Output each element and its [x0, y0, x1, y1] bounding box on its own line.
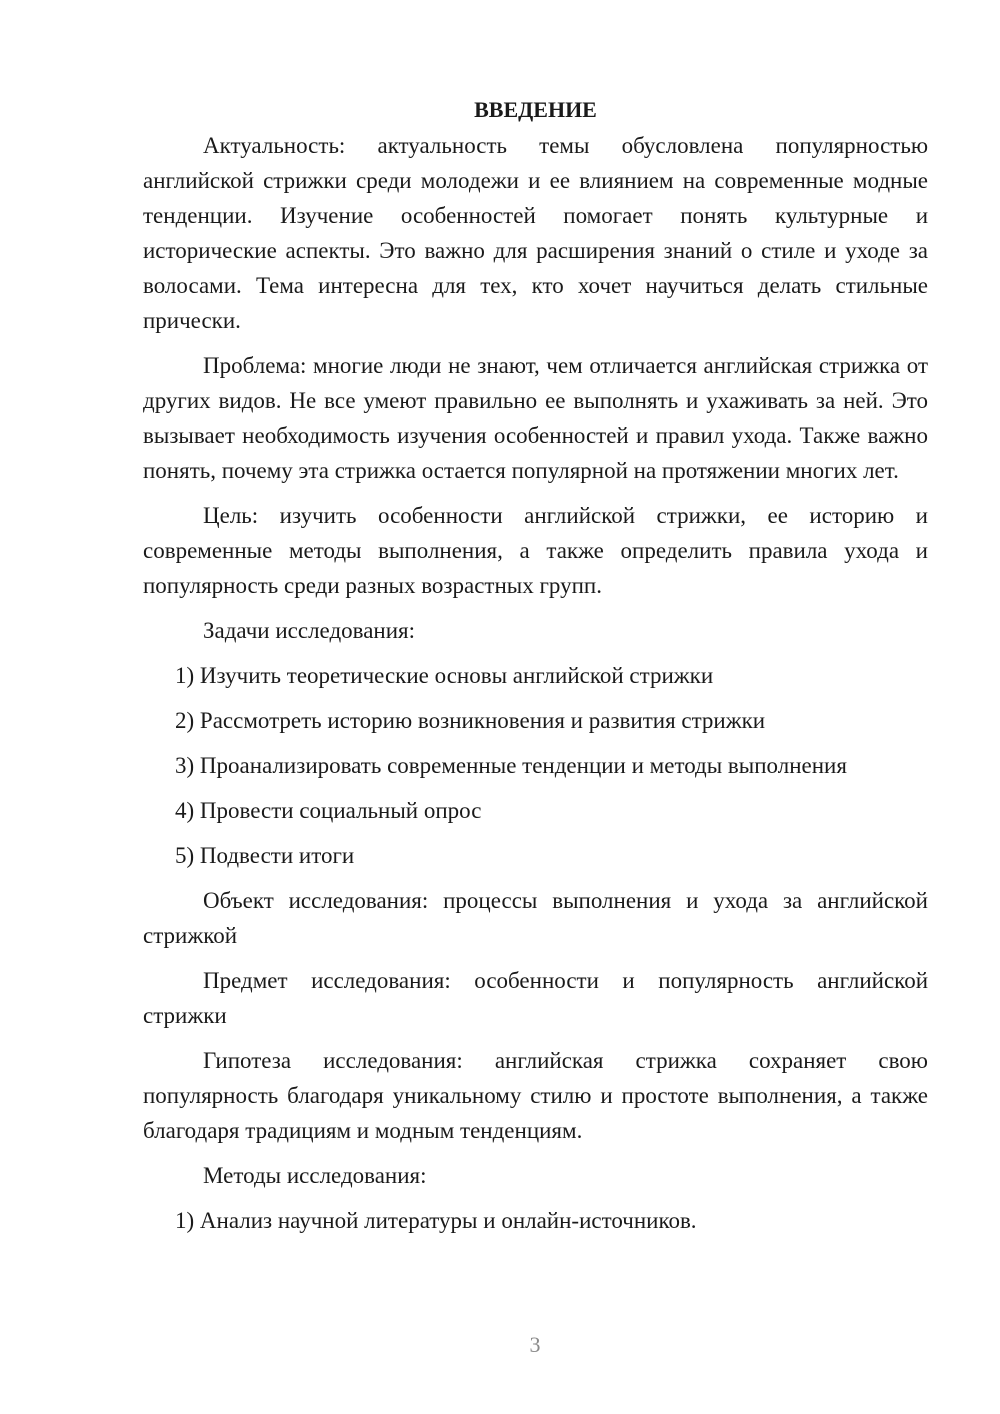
subject-paragraph: Предмет исследования: особенности и популярность английской стрижки [143, 968, 928, 1028]
page-number: 3 [529, 1332, 541, 1357]
relevance-paragraph: Актуальность: актуальность темы обусловлена популярностью английской стрижки среди молодежи и ее влиянием на современные модные тенденции. Изучение особенностей помогает понять культурные и исторические аспекты. Это важно для расширения знаний о стиле и уходе за волосами. Тема интересна для тех, кто хочет научиться делать стильные прически. [143, 133, 928, 333]
problem-paragraph: Проблема: многие люди не знают, чем отличается английская стрижка от других видов. Не все умеют правильно ее выполнять и ухаживать за ней. Это вызывает необходимость изучения особенностей и правил ухода. Также важно понять, почему эта стрижка остается популярной на протяжении многих лет. [143, 353, 928, 483]
hypothesis-paragraph: Гипотеза исследования: английская стрижка сохраняет свою популярность благодаря уникальному стилю и простоте выполнения, а также благодаря традициям и модным тенденциям. [143, 1048, 928, 1143]
task-item: 3) Проанализировать современные тенденции и методы выполнения [175, 753, 847, 778]
method-item: 1) Анализ научной литературы и онлайн-источников. [175, 1208, 697, 1233]
object-paragraph: Объект исследования: процессы выполнения и ухода за английской стрижкой [143, 888, 928, 948]
tasks-heading: Задачи исследования: [203, 618, 416, 643]
task-item: 2) Рассмотреть историю возникновения и развития стрижки [175, 708, 766, 733]
task-item: 4) Провести социальный опрос [175, 798, 482, 823]
task-item: 1) Изучить теоретические основы английской стрижки [175, 663, 714, 688]
page-content [143, 92, 928, 1248]
goal-paragraph: Цель: изучить особенности английской стрижки, ее историю и современные методы выполнения, а также определить правила ухода и популярность среди разных возрастных групп. [143, 503, 928, 598]
section-heading: ВВЕДЕНИЕ [474, 97, 597, 122]
methods-heading: Методы исследования: [203, 1163, 427, 1188]
task-item: 5) Подвести итоги [175, 843, 355, 868]
